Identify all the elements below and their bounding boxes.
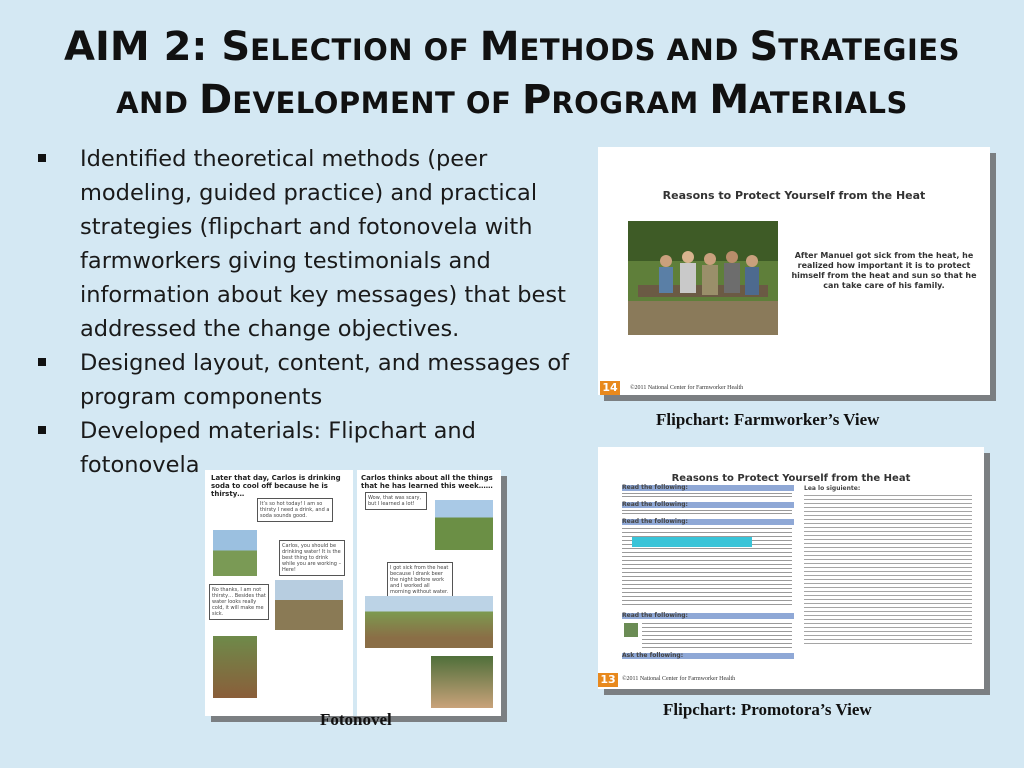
flipchart-promotora-caption: Flipchart: Promotora’s View (663, 700, 872, 719)
section-label: Ask the following: (622, 652, 684, 659)
flipchart-farmworker-caption: Flipchart: Farmworker’s View (656, 410, 880, 429)
speech-bubble: Wow, that was scary, but I learned a lot! (365, 492, 427, 510)
bullet-square-icon (38, 426, 46, 434)
speech-bubble: It’s so hot today! I am so thirsty I need a drink, and a soda sounds good. (257, 498, 333, 522)
title-line-2: AND DEVELOPMENT OF PROGRAM MATERIALS (116, 77, 908, 123)
fotonovela-photo (431, 656, 493, 708)
section-label: Read the following: (622, 612, 688, 619)
right-column-header: Lea lo siguiente: (804, 485, 861, 492)
fotonovela-page1-heading: Later that day, Carlos is drinking soda to cool off because he is thirsty… (211, 474, 341, 498)
slide-title (30, 22, 994, 128)
fotonovela-panel (205, 470, 501, 716)
fotonovela-photo (213, 530, 257, 576)
fotonovela-photo (365, 596, 493, 648)
bullet-square-icon (38, 154, 46, 162)
speech-bubble: Carlos, you should be drinking water! It is the best thing to drink while you are working – Here! (279, 540, 345, 576)
page-number-badge: 13 (598, 673, 618, 687)
bullet-item: Developed materials: Flipchart and fotonovela (32, 414, 580, 482)
fotonovela-photo (435, 500, 493, 550)
fotonovela-photo (275, 580, 343, 630)
bullet-list (32, 142, 580, 482)
flipchart-body-text: After Manuel got sick from the heat, he realized how important it is to protect himself from the heat and sun so that he can take care of his family. (791, 251, 977, 290)
copyright-text: ©2011 National Center for Farmworker Health (630, 385, 744, 391)
section-label: Read the following: (622, 518, 688, 525)
flipchart-heading: Reasons to Protect Yourself from the Heat (671, 473, 911, 484)
fotonovela-page2-heading: Carlos thinks about all the things that he has learned this week…… (361, 474, 493, 490)
fotonovela-photo (213, 636, 257, 698)
bullet-item: Identified theoretical methods (peer modeling, guided practice) and practical strategies (flipchart and fotonovela with farmworkers giving testimonials and information about key messages) that best addressed the change objectives. (32, 142, 580, 346)
flipchart-heading: Reasons to Protect Yourself from the Heat (662, 189, 926, 202)
bullet-item: Designed layout, content, and messages of program components (32, 346, 580, 414)
section-label: Read the following: (622, 501, 688, 508)
page-number-badge: 14 (600, 381, 620, 395)
bullet-square-icon (38, 358, 46, 366)
fotonovela-caption: Fotonovel (320, 710, 392, 729)
flipchart-promotora-panel (598, 447, 984, 689)
title-line-1: AIM 2: SELECTION OF METHODS AND STRATEGIES (64, 24, 960, 70)
farmworkers-photo (628, 221, 778, 335)
section-label: Read the following: (622, 484, 688, 491)
copyright-text: ©2011 National Center for Farmworker Health (622, 676, 736, 682)
page-divider (353, 470, 357, 716)
speech-bubble: No thanks, I am not thirsty… Besides that water looks really cold, it will make me sick. (209, 584, 269, 620)
flipchart-farmworker-panel (598, 147, 990, 395)
speech-bubble: I got sick from the heat because I drank beer the night before work and I worked all morning without water. (387, 562, 453, 598)
